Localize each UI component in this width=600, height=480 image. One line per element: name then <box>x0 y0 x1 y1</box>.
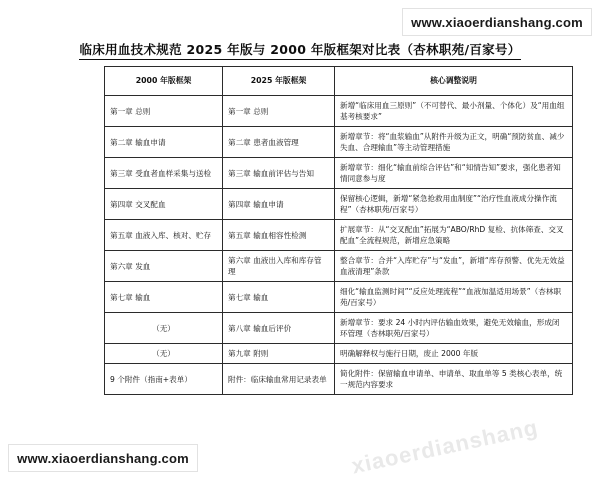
cell-old-version: 第四章 交叉配血 <box>105 189 223 220</box>
cell-new-version: 第四章 输血申请 <box>223 189 335 220</box>
cell-new-version: 第七章 输血 <box>223 282 335 313</box>
cell-note: 整合章节：合并“入库贮存”与“发血”，新增“库存预警、优先无效益血液清理”条款 <box>335 251 573 282</box>
cell-old-version: 第七章 输血 <box>105 282 223 313</box>
cell-new-version: 第六章 血液出入库和库存管理 <box>223 251 335 282</box>
cell-note: 扩展章节：从“交叉配血”拓展为“ABO/RhD 复检、抗体筛查、交叉配血”全流程规范，新增应急策略 <box>335 220 573 251</box>
cell-note: 保留核心逻辑，新增“紧急抢救用血制度”“治疗性血液成分操作流程”（杏林职苑/百家号） <box>335 189 573 220</box>
table-row <box>105 313 573 344</box>
table-body <box>105 96 573 395</box>
table-row <box>105 344 573 364</box>
cell-new-version: 第一章 总则 <box>223 96 335 127</box>
column-header-new: 2025 年版框架 <box>223 67 335 96</box>
comparison-table <box>104 66 573 395</box>
cell-old-version: 第六章 发血 <box>105 251 223 282</box>
cell-note: 新增章节：将“血浆输血”从附件升级为正文，明确“预防贫血、减少失血、合理输血”等主动管理措施 <box>335 127 573 158</box>
cell-new-version: 附件：临床输血常用记录表单 <box>223 364 335 395</box>
cell-new-version: 第九章 附则 <box>223 344 335 364</box>
cell-new-version: 第八章 输血后评价 <box>223 313 335 344</box>
cell-new-version: 第三章 输血前评估与告知 <box>223 158 335 189</box>
table-row <box>105 282 573 313</box>
cell-note: 细化“输血监测时间”“反应处理流程”“血液加温适用场景”（杏林职苑/百家号） <box>335 282 573 313</box>
comparison-table-wrapper <box>104 66 572 395</box>
cell-old-version: 9 个附件（指南+表单） <box>105 364 223 395</box>
column-header-old: 2000 年版框架 <box>105 67 223 96</box>
cell-old-version: （无） <box>105 344 223 364</box>
table-row <box>105 96 573 127</box>
cell-note: 明确解释权与施行日期，废止 2000 年版 <box>335 344 573 364</box>
cell-old-version: 第三章 受血者血样采集与送检 <box>105 158 223 189</box>
page-title <box>0 40 600 58</box>
page-title-text: 临床用血技术规范 2025 年版与 2000 年版框架对比表（杏林职苑/百家号） <box>79 42 520 60</box>
watermark-top: www.xiaoerdianshang.com <box>402 8 592 36</box>
table-row <box>105 127 573 158</box>
cell-note: 新增章节：要求 24 小时内评估输血效果，避免无效输血，形成闭环管理（杏林职苑/百家号） <box>335 313 573 344</box>
watermark-bottom: www.xiaoerdianshang.com <box>8 444 198 472</box>
table-row <box>105 251 573 282</box>
cell-new-version: 第五章 输血相容性检测 <box>223 220 335 251</box>
table-header <box>105 67 573 96</box>
cell-new-version: 第二章 患者血液管理 <box>223 127 335 158</box>
cell-old-version: 第二章 输血申请 <box>105 127 223 158</box>
cell-old-version: 第五章 血液入库、核对、贮存 <box>105 220 223 251</box>
cell-note: 新增“临床用血三原则”（不可替代、最小剂量、个体化）及“用血组基考核要求” <box>335 96 573 127</box>
table-row <box>105 158 573 189</box>
column-header-note: 核心调整说明 <box>335 67 573 96</box>
cell-note: 简化附件：保留输血申请单、申请单、取血单等 5 类核心表单，统一规范内容要求 <box>335 364 573 395</box>
ghost-watermark: xiaoerdianshang <box>349 414 541 479</box>
table-header-row <box>105 67 573 96</box>
table-row <box>105 364 573 395</box>
cell-old-version: （无） <box>105 313 223 344</box>
cell-old-version: 第一章 总则 <box>105 96 223 127</box>
table-row <box>105 220 573 251</box>
table-row <box>105 189 573 220</box>
cell-note: 新增章节：细化“输血前综合评估”和“知情告知”要求，强化患者知情同意参与度 <box>335 158 573 189</box>
